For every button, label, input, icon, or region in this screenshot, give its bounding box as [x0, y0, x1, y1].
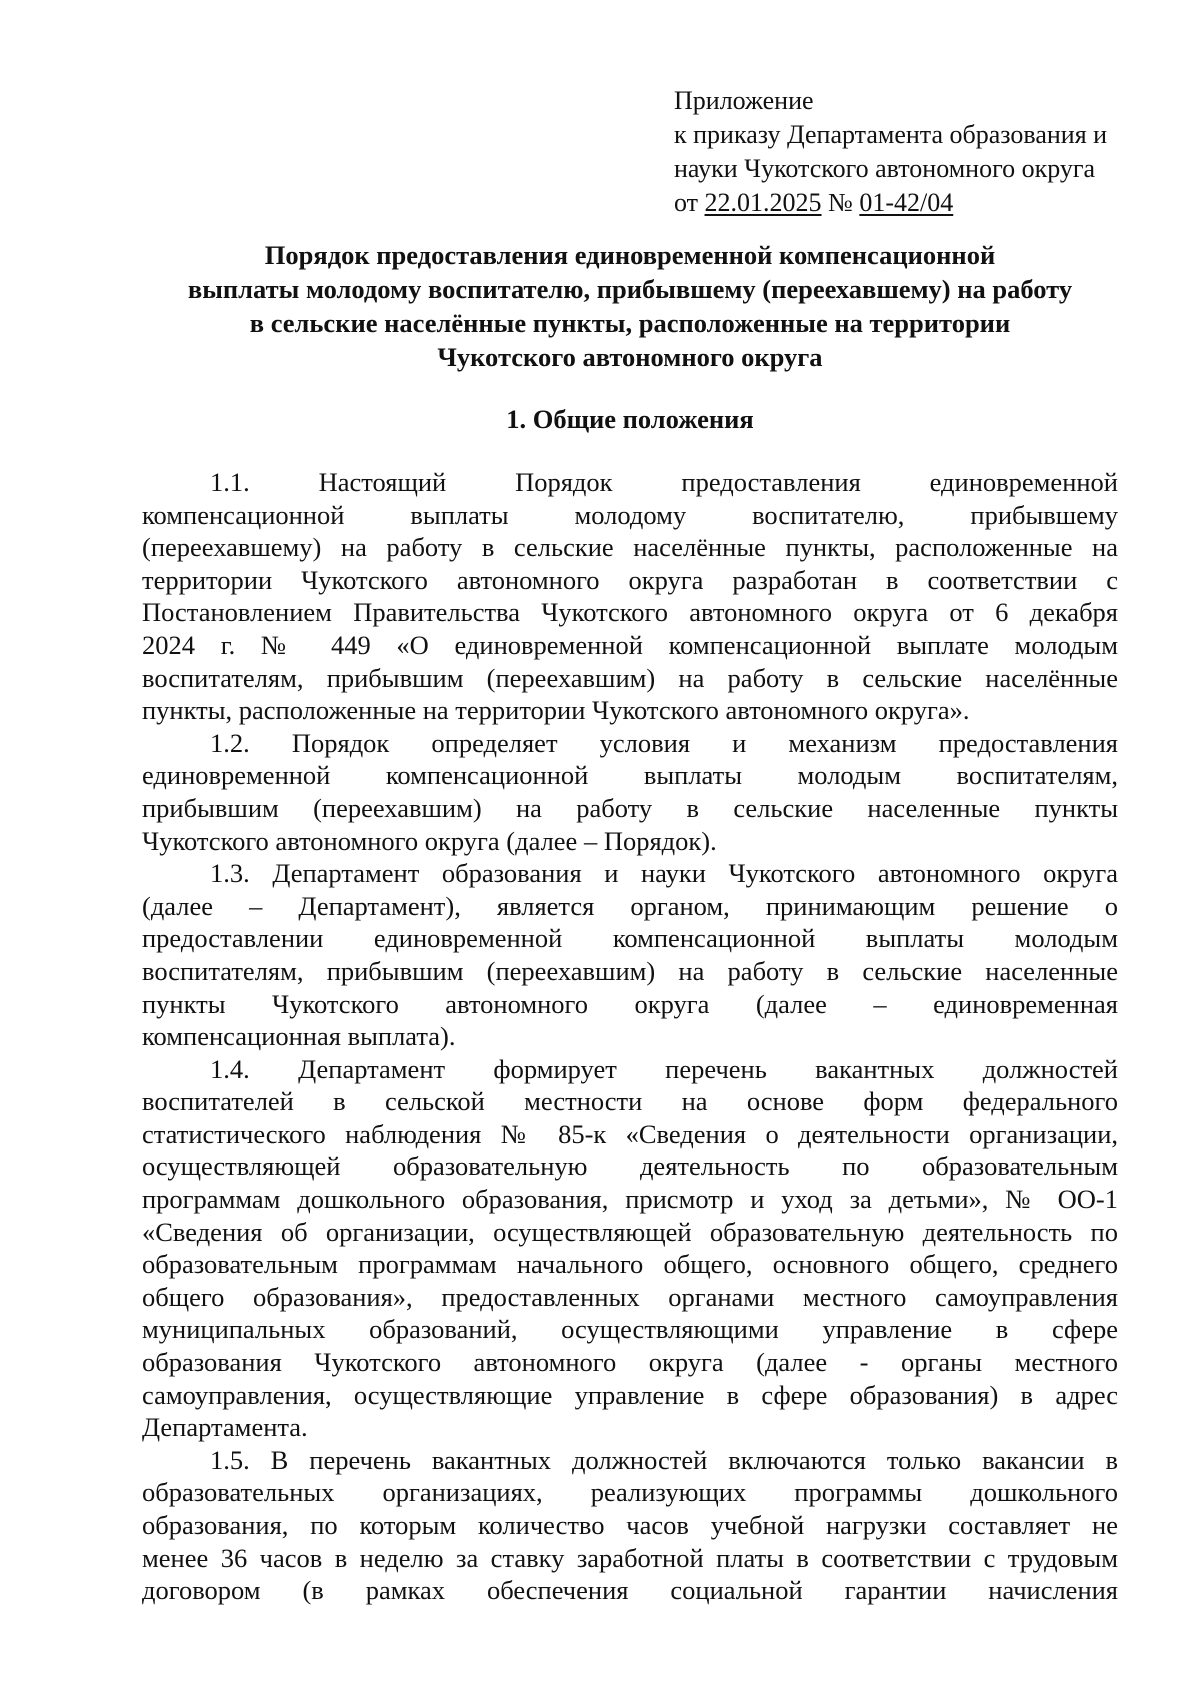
paragraph-line: 1.1. Настоящий Порядок предоставления единовременной	[210, 467, 1118, 497]
paragraph-line: образовательных организациях, реализующих программы дошкольного	[142, 1477, 1118, 1508]
paragraph-line: самоуправления, осуществляющие управление в сфере образования) в адрес	[142, 1379, 1118, 1410]
paragraph-line: воспитателям, прибывшим (переехавшим) на работу в сельские населенные	[142, 955, 1118, 986]
paragraph-line: компенсационная выплата).	[142, 1021, 456, 1052]
paragraph-line: пункты, расположенные на территории Чукотского автономного округа».	[142, 695, 970, 726]
paragraph-line: воспитателей в сельской местности на основе форм федерального	[142, 1086, 1118, 1117]
paragraph-line: единовременной компенсационной выплаты молодым воспитателям,	[142, 760, 1118, 791]
paragraph-line: осуществляющей образовательную деятельность по образовательным	[142, 1151, 1118, 1182]
paragraph-line: общего образования», предоставленных органами местного самоуправления	[142, 1281, 1118, 1312]
paragraph-line: образовательным программам начального общего, основного общего, среднего	[142, 1249, 1118, 1280]
date-prefix: от	[674, 188, 705, 217]
paragraph-line: 2024 г. № 449 «О единовременной компенсационной выплате молодым	[142, 629, 1118, 660]
number-prefix: №	[821, 188, 860, 217]
paragraph-line: (переехавшему) на работу в сельские населённые пункты, расположенные на	[142, 532, 1118, 563]
paragraph-line: территории Чукотского автономного округа разработан в соответствии с	[142, 564, 1118, 595]
paragraph-line: 1.4. Департамент формирует перечень вакантных должностей	[210, 1053, 1118, 1084]
appendix-line: к приказу Департамента образования и	[674, 120, 1108, 149]
paragraph-line: договором (в рамках обеспечения социальной гарантии начисления	[142, 1575, 1118, 1606]
paragraph-line: прибывшим (переехавшим) на работу в сельские населенные пункты	[142, 792, 1118, 823]
paragraph-line: 1.3. Департамент образования и науки Чукотского автономного округа	[210, 858, 1118, 889]
paragraph-line: предоставлении единовременной компенсационной выплаты молодым	[142, 923, 1118, 954]
title-line: Порядок предоставления единовременной компенсационной	[264, 240, 996, 270]
section-heading: 1. Общие положения	[506, 404, 754, 434]
paragraph-line: (далее – Департамент), является органом, принимающим решение о	[142, 890, 1118, 921]
appendix-block	[674, 84, 1154, 220]
paragraph-line: программам дошкольного образования, присмотр и уход за детьми», № ОО-1	[142, 1184, 1118, 1215]
paragraph-line: муниципальных образований, осуществляющими управление в сфере	[142, 1314, 1118, 1345]
paragraph-line: менее 36 часов в неделю за ставку заработной платы в соответствии с трудовым	[142, 1542, 1118, 1573]
order-number: 01-42/04	[859, 188, 954, 217]
appendix-date-line	[674, 186, 1154, 220]
paragraph-line: образования Чукотского автономного округа (далее - органы местного	[142, 1347, 1118, 1378]
paragraph-line: «Сведения об организации, осуществляющей образовательную деятельность по	[142, 1216, 1118, 1247]
section-body	[142, 466, 1118, 1607]
paragraph-line: 1.5. В перечень вакантных должностей включаются только вакансии в	[210, 1444, 1118, 1475]
paragraph-line: воспитателям, прибывшим (переехавшим) на работу в сельские населённые	[142, 662, 1118, 693]
paragraph-line: пункты Чукотского автономного округа (далее – единовременная	[142, 988, 1118, 1019]
title-line: в сельские населённые пункты, расположенные на территории	[249, 308, 1011, 338]
paragraph-line: компенсационной выплаты молодому воспитателю, прибывшему	[142, 499, 1118, 530]
paragraph-line: образования, по которым количество часов учебной нагрузки составляет не	[142, 1510, 1118, 1540]
appendix-line: науки Чукотского автономного округа	[674, 154, 1096, 183]
paragraph-line: Постановлением Правительства Чукотского автономного округа от 6 декабря	[142, 597, 1118, 628]
document-title	[140, 238, 1120, 374]
title-line: выплаты молодому воспитателю, прибывшему (переехавшему) на работу	[187, 274, 1073, 304]
paragraph-line: 1.2. Порядок определяет условия и механизм предоставления	[210, 727, 1118, 758]
appendix-line: Приложение	[674, 86, 814, 115]
order-date: 22.01.2025	[704, 188, 822, 217]
paragraph-line: Чукотского автономного округа (далее – Порядок).	[142, 825, 717, 856]
paragraph-line: статистического наблюдения № 85-к «Сведения о деятельности организации,	[142, 1118, 1118, 1149]
title-line: Чукотского автономного округа	[437, 342, 823, 372]
paragraph-line: Департамента.	[142, 1412, 308, 1443]
